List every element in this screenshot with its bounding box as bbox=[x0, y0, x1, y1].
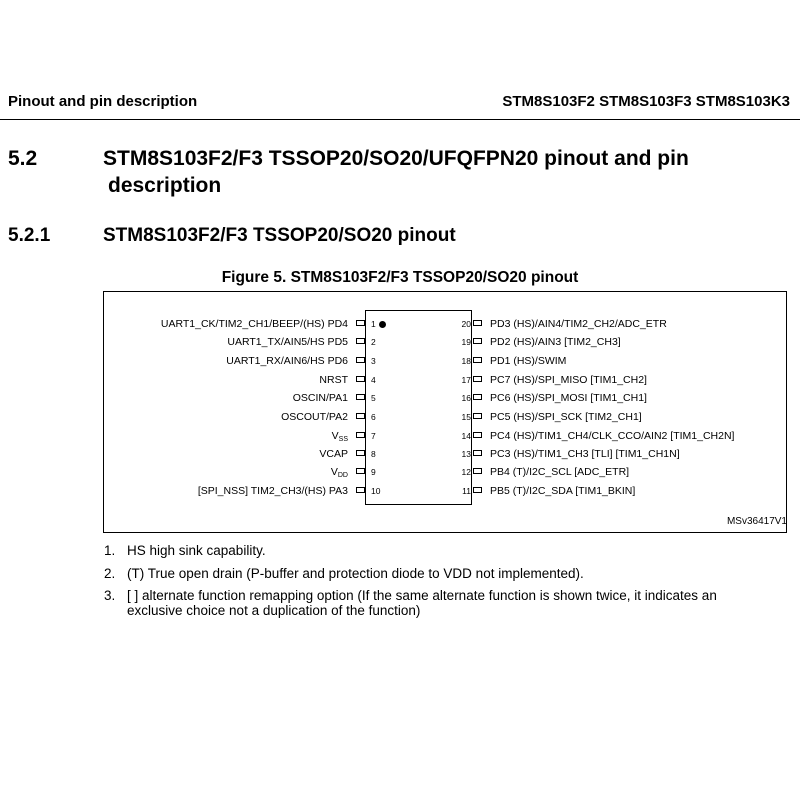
pin-lead bbox=[356, 432, 365, 438]
pin-number: 5 bbox=[371, 393, 376, 403]
pin-lead bbox=[356, 357, 365, 363]
footnote-text: [ ] alternate function remapping option (If the same alternate function is shown twice, it indicates an exclusive choice not a duplication of the function) bbox=[127, 588, 717, 618]
pin-lead bbox=[473, 376, 482, 382]
pin-subscript: SS bbox=[338, 436, 348, 443]
pin-row-left bbox=[110, 391, 350, 405]
pin-row-right bbox=[487, 373, 782, 387]
pin-function-text: [SPI_NSS] TIM2_CH3/(HS) PA3 bbox=[197, 485, 348, 497]
pin-row-right bbox=[487, 354, 782, 368]
pin-number: 14 bbox=[461, 431, 471, 441]
page-header-section: Pinout and pin description bbox=[8, 93, 198, 110]
pin-row-right bbox=[487, 335, 782, 349]
pin-function-text: UART1_TX/AIN5/HS PD5 bbox=[227, 336, 348, 348]
pin-lead bbox=[473, 487, 482, 493]
pin-number: 15 bbox=[461, 412, 471, 422]
pin-number: 3 bbox=[371, 356, 376, 366]
pin-number: 7 bbox=[371, 431, 376, 441]
pin-number: 19 bbox=[461, 337, 471, 347]
header-divider bbox=[0, 119, 800, 120]
pin-number: 6 bbox=[371, 412, 376, 422]
pin-lead bbox=[356, 450, 365, 456]
pin-row-left bbox=[110, 317, 350, 331]
pin-row-left bbox=[110, 410, 350, 424]
pin-label bbox=[490, 447, 680, 461]
pin-number: 11 bbox=[462, 486, 471, 496]
pin-label bbox=[227, 335, 348, 349]
pin-row-left bbox=[110, 447, 350, 461]
pin-number: 12 bbox=[461, 467, 471, 477]
pin-row-left bbox=[110, 335, 350, 349]
subsection-title: STM8S103F2/F3 TSSOP20/SO20 pinout bbox=[103, 225, 456, 246]
pin-row-left bbox=[110, 354, 350, 368]
pin-number: 20 bbox=[461, 319, 471, 329]
pin-number: 18 bbox=[461, 356, 471, 366]
pin-row-right bbox=[487, 317, 782, 331]
pin-function-text: PD1 (HS)/SWIM bbox=[490, 355, 567, 367]
pin-function-text: V bbox=[330, 466, 338, 478]
pin-lead bbox=[356, 468, 365, 474]
pin-function-text: VCAP bbox=[319, 448, 348, 460]
pin-label bbox=[490, 354, 566, 368]
section-title-line2: description bbox=[108, 174, 222, 197]
pin-function-text: UART1_CK/TIM2_CH1/BEEP/(HS) PD4 bbox=[160, 318, 348, 330]
pin-lead bbox=[356, 413, 365, 419]
pin-number: 2 bbox=[371, 337, 376, 347]
figure-reference-id: MSv36417V1 bbox=[726, 516, 787, 527]
page-header-part-numbers: STM8S103F2 STM8S103F3 STM8S103K3 bbox=[502, 93, 790, 110]
pin-lead bbox=[473, 320, 482, 326]
pin-function-text: OSCIN/PA1 bbox=[292, 392, 348, 404]
pin-label bbox=[198, 484, 348, 498]
pin-label bbox=[490, 373, 647, 387]
pin-lead bbox=[356, 320, 365, 326]
pin-function-text: PC4 (HS)/TIM1_CH4/CLK_CCO/AIN2 [TIM1_CH2N] bbox=[490, 430, 735, 442]
pin-label bbox=[332, 429, 348, 447]
pin-row-right bbox=[487, 447, 782, 461]
pin-function-text: V bbox=[331, 430, 339, 442]
pin-row-left bbox=[110, 465, 350, 479]
pin-function-text: PD3 (HS)/AIN4/TIM2_CH2/ADC_ETR bbox=[490, 318, 667, 330]
pin-number: 17 bbox=[461, 375, 471, 385]
pin-lead bbox=[356, 376, 365, 382]
pin-label bbox=[331, 465, 348, 483]
pin-number: 4 bbox=[371, 375, 376, 385]
footnote-number: 2. bbox=[104, 566, 116, 581]
pin-function-text: PC6 (HS)/SPI_MOSI [TIM1_CH1] bbox=[490, 392, 647, 404]
pin-label bbox=[319, 373, 348, 387]
pin-function-text: PC7 (HS)/SPI_MISO [TIM1_CH2] bbox=[490, 374, 647, 386]
pin-label bbox=[490, 465, 629, 479]
pin-number: 10 bbox=[371, 486, 381, 496]
footnote-text: (T) True open drain (P-buffer and protection diode to VDD not implemented). bbox=[127, 566, 584, 581]
pin-number: 13 bbox=[461, 449, 471, 459]
subsection-number: 5.2.1 bbox=[8, 225, 51, 246]
pin-row-left bbox=[110, 429, 350, 443]
pin-lead bbox=[473, 468, 482, 474]
pin-label bbox=[281, 410, 348, 424]
footnote-number: 3. bbox=[104, 588, 116, 603]
pin-row-right bbox=[487, 484, 782, 498]
pin-label bbox=[490, 429, 734, 443]
pin-function-text: PD2 (HS)/AIN3 [TIM2_CH3] bbox=[490, 336, 621, 348]
pin-row-right bbox=[487, 429, 782, 443]
section-title-line1: STM8S103F2/F3 TSSOP20/SO20/UFQFPN20 pinout and pin bbox=[103, 147, 689, 170]
pin-function-text: OSCOUT/PA2 bbox=[281, 411, 348, 423]
pin-row-right bbox=[487, 465, 782, 479]
pin-number: 8 bbox=[371, 449, 376, 459]
pin-function-text: UART1_RX/AIN6/HS PD6 bbox=[226, 355, 348, 367]
pin-lead bbox=[356, 394, 365, 400]
pin-lead bbox=[473, 413, 482, 419]
footnote-number: 1. bbox=[104, 543, 116, 558]
pin-row-left bbox=[110, 373, 350, 387]
pin-subscript: DD bbox=[337, 472, 348, 479]
pin-lead bbox=[473, 338, 482, 344]
pin-label bbox=[490, 317, 667, 331]
footnote-text: HS high sink capability. bbox=[127, 543, 266, 558]
pin-label bbox=[319, 447, 348, 461]
pin-function-text: PC5 (HS)/SPI_SCK [TIM2_CH1] bbox=[490, 411, 642, 423]
pin-lead bbox=[473, 357, 482, 363]
pin-lead bbox=[473, 394, 482, 400]
section-number: 5.2 bbox=[8, 147, 38, 170]
pin-lead bbox=[473, 450, 482, 456]
pin-function-text: PB4 (T)/I2C_SCL [ADC_ETR] bbox=[490, 466, 630, 478]
pin-label bbox=[490, 335, 621, 349]
pin-label bbox=[226, 354, 348, 368]
pin-function-text: PB5 (T)/I2C_SDA [TIM1_BKIN] bbox=[490, 485, 636, 497]
pin-number: 1 bbox=[371, 319, 376, 329]
pin-number: 9 bbox=[371, 467, 376, 477]
pin-lead bbox=[356, 487, 365, 493]
pin-lead bbox=[473, 432, 482, 438]
pin-function-text: PC3 (HS)/TIM1_CH3 [TLI] [TIM1_CH1N] bbox=[490, 448, 680, 460]
pin-row-right bbox=[487, 410, 782, 424]
pin-number: 16 bbox=[461, 393, 471, 403]
pin-label bbox=[490, 391, 647, 405]
pin-function-text: NRST bbox=[319, 374, 348, 386]
pin-label bbox=[490, 484, 635, 498]
pin-label bbox=[161, 317, 348, 331]
pin-row-left bbox=[110, 484, 350, 498]
pin-label bbox=[293, 391, 348, 405]
figure-caption: Figure 5. STM8S103F2/F3 TSSOP20/SO20 pinout bbox=[221, 269, 579, 286]
pin-lead bbox=[356, 338, 365, 344]
pin-label bbox=[490, 410, 642, 424]
pin-row-right bbox=[487, 391, 782, 405]
